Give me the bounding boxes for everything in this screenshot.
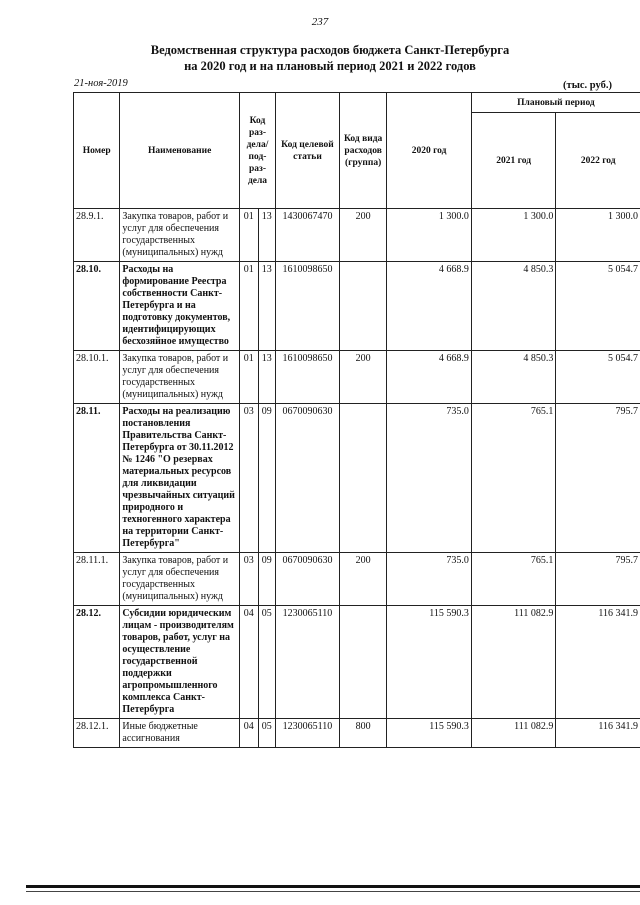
row-expense-type xyxy=(339,404,386,553)
budget-table xyxy=(73,92,640,748)
header-2021: 2021 год xyxy=(471,113,556,209)
row-subsection: 05 xyxy=(258,719,276,748)
page-number: 237 xyxy=(311,16,329,28)
row-section: 01 xyxy=(239,351,258,404)
row-amount-2020: 735.0 xyxy=(387,553,472,606)
row-amount-2022: 1 300.0 xyxy=(556,209,640,262)
row-section: 04 xyxy=(239,719,258,748)
title-line-1: Ведомственная структура расходов бюджета Санкт-Петербурга xyxy=(150,43,510,57)
row-number: 28.11.1. xyxy=(74,553,120,606)
row-amount-2020: 735.0 xyxy=(387,404,472,553)
row-number: 28.12. xyxy=(74,606,120,719)
row-name: Иные бюджетные ассигнования xyxy=(120,719,240,748)
header-plan-period: Плановый период xyxy=(471,93,640,113)
row-amount-2022: 116 341.9 xyxy=(556,606,640,719)
row-expense-type: 200 xyxy=(339,351,386,404)
row-amount-2021: 765.1 xyxy=(471,553,556,606)
row-amount-2020: 115 590.3 xyxy=(387,719,472,748)
row-target-code: 0670090630 xyxy=(276,404,340,553)
row-amount-2020: 1 300.0 xyxy=(387,209,472,262)
bottom-rule-thin xyxy=(26,891,640,892)
row-amount-2022: 5 054.7 xyxy=(556,262,640,351)
row-amount-2020: 115 590.3 xyxy=(387,606,472,719)
row-target-code: 1430067470 xyxy=(276,209,340,262)
row-amount-2021: 765.1 xyxy=(471,404,556,553)
title-line-2: на 2020 год и на плановый период 2021 и 2022 годов xyxy=(184,59,476,73)
row-section: 01 xyxy=(239,262,258,351)
header-section: Код раз- дела/ под- раз- дела xyxy=(239,93,275,209)
header-type: Код вида расходов (группа) xyxy=(339,93,386,209)
row-target-code: 0670090630 xyxy=(276,553,340,606)
row-amount-2022: 116 341.9 xyxy=(556,719,640,748)
row-amount-2022: 5 054.7 xyxy=(556,351,640,404)
table-row xyxy=(74,262,640,351)
row-name: Закупка товаров, работ и услуг для обеспечения государственных (муниципальных) нужд xyxy=(120,209,240,262)
row-expense-type: 200 xyxy=(339,553,386,606)
row-name: Расходы на реализацию постановления Правительства Санкт-Петербурга от 30.11.2012 № 1246 "О резервах материальных ресурсов для ликвидации чрезвычайных ситуаций природного и техногенного характера на территории Санкт-Петербурга" xyxy=(120,404,240,553)
row-number: 28.9.1. xyxy=(74,209,120,262)
header-2022: 2022 год xyxy=(556,113,640,209)
row-number: 28.10.1. xyxy=(74,351,120,404)
row-target-code: 1610098650 xyxy=(276,351,340,404)
row-section: 04 xyxy=(239,606,258,719)
row-name: Закупка товаров, работ и услуг для обеспечения государственных (муниципальных) нужд xyxy=(120,553,240,606)
document-title xyxy=(60,42,600,74)
row-expense-type xyxy=(339,606,386,719)
row-subsection: 09 xyxy=(258,553,276,606)
table-row xyxy=(74,553,640,606)
table-row xyxy=(74,351,640,404)
row-amount-2022: 795.7 xyxy=(556,404,640,553)
row-number: 28.11. xyxy=(74,404,120,553)
header-2020: 2020 год xyxy=(387,93,472,209)
row-amount-2020: 4 668.9 xyxy=(387,351,472,404)
row-name: Расходы на формирование Реестра собственности Санкт-Петербурга и на подготовку документов, идентифицирующих бесхозяйное имущество xyxy=(120,262,240,351)
row-target-code: 1610098650 xyxy=(276,262,340,351)
header-number: Номер xyxy=(74,93,120,209)
row-amount-2022: 795.7 xyxy=(556,553,640,606)
row-amount-2021: 111 082.9 xyxy=(471,719,556,748)
row-target-code: 1230065110 xyxy=(276,606,340,719)
row-section: 01 xyxy=(239,209,258,262)
row-amount-2021: 4 850.3 xyxy=(471,351,556,404)
row-subsection: 13 xyxy=(258,209,276,262)
row-subsection: 09 xyxy=(258,404,276,553)
document-date: 21-ноя-2019 xyxy=(74,78,128,89)
units-label: (тыс. руб.) xyxy=(563,80,612,91)
row-name: Закупка товаров, работ и услуг для обеспечения государственных (муниципальных) нужд xyxy=(120,351,240,404)
table-row xyxy=(74,209,640,262)
table-row xyxy=(74,404,640,553)
row-section: 03 xyxy=(239,404,258,553)
row-amount-2021: 111 082.9 xyxy=(471,606,556,719)
table-row xyxy=(74,606,640,719)
row-subsection: 13 xyxy=(258,351,276,404)
bottom-rule xyxy=(26,885,640,888)
row-expense-type xyxy=(339,262,386,351)
header-target: Код целевой статьи xyxy=(276,93,340,209)
row-number: 28.12.1. xyxy=(74,719,120,748)
row-amount-2020: 4 668.9 xyxy=(387,262,472,351)
row-expense-type: 200 xyxy=(339,209,386,262)
row-target-code: 1230065110 xyxy=(276,719,340,748)
row-name: Субсидии юридическим лицам - производителям товаров, работ, услуг на осуществление государственной поддержки агропромышленного комплекса Санкт-Петербурга xyxy=(120,606,240,719)
row-section: 03 xyxy=(239,553,258,606)
header-name: Наименование xyxy=(120,93,240,209)
row-number: 28.10. xyxy=(74,262,120,351)
row-amount-2021: 1 300.0 xyxy=(471,209,556,262)
table-row xyxy=(74,719,640,748)
row-subsection: 05 xyxy=(258,606,276,719)
row-subsection: 13 xyxy=(258,262,276,351)
row-expense-type: 800 xyxy=(339,719,386,748)
row-amount-2021: 4 850.3 xyxy=(471,262,556,351)
